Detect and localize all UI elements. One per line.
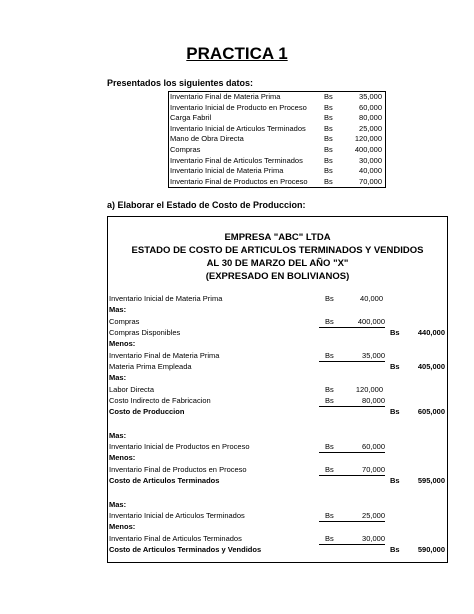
line-label: Costo de Produccion: [109, 407, 185, 416]
report-line: [109, 453, 447, 463]
line-currency: Bs: [325, 396, 334, 405]
line-label: Inventario Final de Articulos Terminados: [109, 534, 242, 543]
line-label: Costo Indirecto de Fabricacion: [109, 396, 211, 405]
given-value: 30,000: [359, 155, 382, 165]
given-value: 40,000: [359, 166, 382, 176]
report-currency-note: (EXPRESADO EN BOLIVIANOS): [205, 271, 350, 282]
report-line: [109, 373, 447, 383]
line-amount: 35,000: [319, 351, 385, 362]
report-statement-title: ESTADO DE COSTO DE ARTICULOS TERMINADOS Y VENDIDOS: [131, 245, 424, 256]
given-currency: Bs: [324, 92, 333, 101]
line-total-currency: Bs: [390, 328, 400, 337]
report-line: [109, 328, 447, 338]
line-currency: Bs: [325, 351, 334, 360]
line-currency: Bs: [325, 385, 334, 394]
cost-statement: [107, 216, 448, 563]
report-date: AL 30 DE MARZO DEL AÑO "X": [206, 258, 349, 269]
line-label: Inventario Final de Productos en Proceso: [109, 465, 247, 474]
given-label: Inventario Inicial de Materia Prima: [170, 166, 284, 176]
given-currency: Bs: [324, 123, 333, 133]
given-value: 400,000: [354, 144, 382, 154]
report-line: [109, 396, 447, 406]
report-line: [109, 511, 447, 521]
report-line: [109, 362, 447, 372]
given-currency: Bs: [324, 134, 333, 144]
line-amount: 70,000: [319, 465, 385, 476]
line-total: 440,000: [417, 328, 445, 337]
given-label: Mano de Obra Directa: [170, 134, 244, 144]
line-label: Compras: [109, 317, 140, 326]
given-label: Compras: [170, 144, 201, 154]
line-label: Mas:: [109, 431, 127, 440]
line-amount: 80,000: [319, 396, 385, 407]
given-row: [169, 134, 385, 145]
report-line: [109, 339, 447, 349]
report-line: [109, 294, 447, 304]
given-row: [169, 166, 385, 177]
line-total-currency: Bs: [390, 407, 400, 416]
line-currency: Bs: [325, 317, 334, 326]
line-amount: 120,000: [355, 385, 383, 394]
line-label: Inventario Inicial de Articulos Terminados: [109, 511, 245, 520]
report-line: [109, 431, 447, 441]
line-amount: 60,000: [319, 442, 385, 453]
report-line: [109, 385, 447, 395]
given-currency: Bs: [324, 144, 333, 154]
line-label: Costo de Articulos Terminados y Vendidos: [109, 545, 262, 554]
line-amount: 40,000: [360, 294, 383, 303]
report-line: [109, 407, 447, 417]
line-currency: Bs: [325, 294, 334, 303]
given-label: Inventario Final de Productos en Proceso: [170, 176, 308, 186]
report-line: [109, 351, 447, 361]
given-label: Inventario Inicial de Producto en Proceso: [170, 102, 307, 112]
report-line: [109, 305, 447, 315]
line-currency: Bs: [325, 465, 334, 474]
line-total-currency: Bs: [390, 362, 400, 371]
report-line: [109, 317, 447, 327]
given-row: [169, 103, 385, 114]
line-total-currency: Bs: [390, 476, 400, 485]
given-value: 80,000: [359, 113, 382, 123]
given-row: [169, 156, 385, 167]
given-value: 70,000: [359, 176, 382, 186]
line-label: Menos:: [109, 522, 136, 531]
given-currency: Bs: [324, 113, 333, 123]
intro-text: Presentados los siguientes datos:: [107, 78, 254, 88]
line-total: 605,000: [417, 407, 445, 416]
given-label: Inventario Final de Articulos Terminados: [170, 155, 303, 165]
given-row: [169, 177, 385, 188]
line-label: Costo de Articulos Terminados: [109, 476, 220, 485]
given-data-table: [168, 91, 386, 188]
line-label: Mas:: [109, 500, 127, 509]
line-total: 405,000: [417, 362, 445, 371]
given-row: [169, 92, 385, 103]
line-currency: Bs: [325, 442, 334, 451]
line-label: Materia Prima Empleada: [109, 362, 192, 371]
line-amount: 25,000: [319, 511, 385, 522]
report-line: [109, 534, 447, 544]
given-row: [169, 124, 385, 135]
given-row: [169, 145, 385, 156]
line-label: Inventario Inicial de Productos en Proceso: [109, 442, 250, 451]
line-label: Menos:: [109, 339, 136, 348]
report-line: [109, 442, 447, 452]
given-value: 35,000: [359, 92, 382, 101]
given-value: 25,000: [359, 123, 382, 133]
report-company: EMPRESA "ABC" LTDA: [224, 232, 331, 243]
line-label: Compras Disponibles: [109, 328, 181, 337]
line-label: Inventario Inicial de Materia Prima: [109, 294, 223, 303]
given-label: Carga Fabril: [170, 113, 212, 123]
line-label: Mas:: [109, 373, 127, 382]
given-label: Inventario Inicial de Articulos Terminados: [170, 123, 306, 133]
given-currency: Bs: [324, 176, 333, 186]
report-line: [109, 522, 447, 532]
report-line: [109, 545, 447, 555]
line-amount: 30,000: [319, 534, 385, 545]
given-currency: Bs: [324, 155, 333, 165]
given-value: 60,000: [359, 102, 382, 112]
given-currency: Bs: [324, 166, 333, 176]
line-currency: Bs: [325, 534, 334, 543]
line-label: Menos:: [109, 453, 136, 462]
line-label: Labor Directa: [109, 385, 155, 394]
report-line: [109, 500, 447, 510]
line-total-currency: Bs: [390, 545, 400, 554]
part-a-heading: a) Elaborar el Estado de Costo de Produccion:: [107, 200, 306, 210]
given-row: [169, 113, 385, 124]
report-line: [109, 476, 447, 486]
line-label: Mas:: [109, 305, 127, 314]
line-currency: Bs: [325, 511, 334, 520]
report-line: [109, 465, 447, 475]
given-label: Inventario Final de Materia Prima: [170, 92, 281, 101]
line-total: 590,000: [417, 545, 445, 554]
line-total: 595,000: [417, 476, 445, 485]
line-label: Inventario Final de Materia Prima: [109, 351, 220, 360]
given-value: 120,000: [354, 134, 382, 144]
line-amount: 400,000: [319, 317, 385, 328]
page-title: PRACTICA 1: [186, 44, 288, 63]
given-currency: Bs: [324, 102, 333, 112]
